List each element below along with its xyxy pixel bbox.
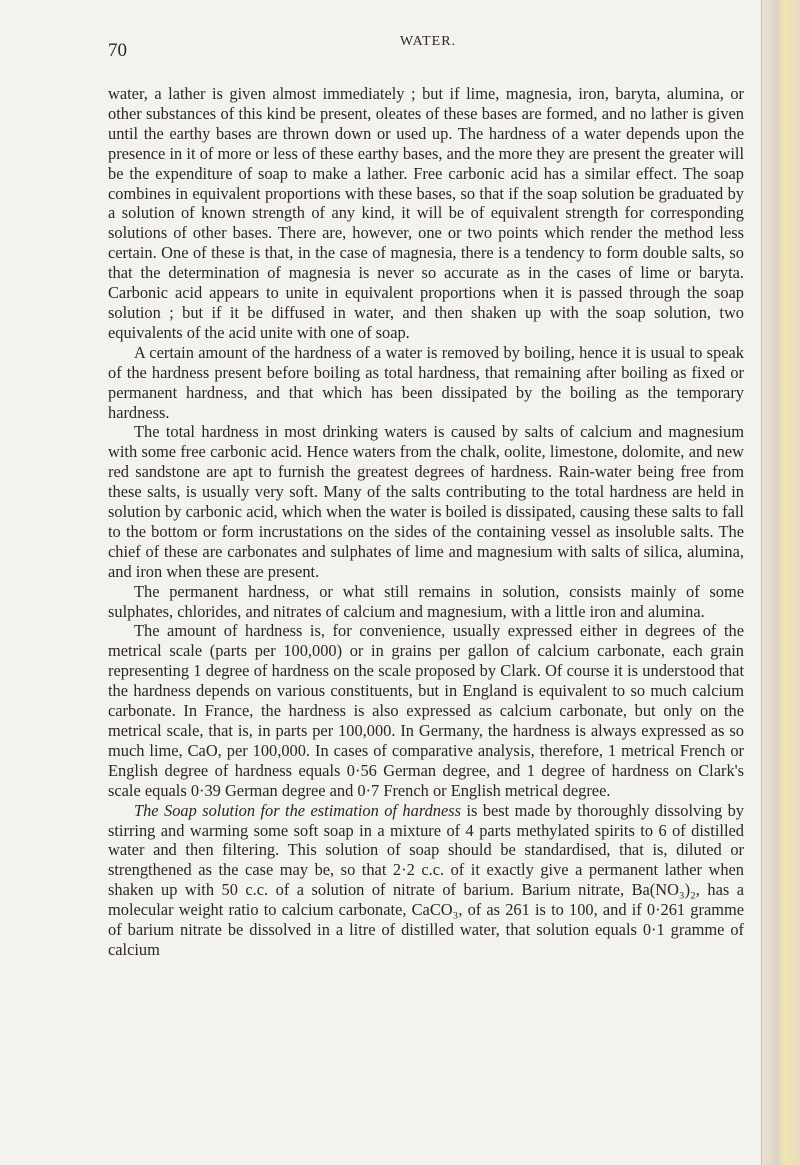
soap-solution-text: is best made by thoroughly dissolving by stirring and warming some soft soap in a mixture of 4 parts methylated spirits to 6 of distilled water and then filtering. This solution of soap should be standardised, that is, diluted or strengthened as the case may be, so that 2·2 c.c. of it exactly give a permanent lather when shaken up with 50 c.c. of a solution of nitrate of barium. Barium nitrate, Ba(NO₃)₂, has a molecular weight ratio to calcium carbonate, CaCO₃, of as 261 is to 100, and if 0·261 gramme of barium nitrate be dissolved in a litre of distilled water, that solution equals 0·1 gramme of calcium bbox=[108, 800, 744, 959]
paragraph-soap-lather: water, a lather is given almost immediately ; but if lime, magnesia, iron, baryta, alumina, or other substances of this kind be present, oleates of these bases are formed, and no lather is given until the earthy bases are thrown down or used up. The hardness of a water depends upon the presence in it of more or less of these earthy bases, and the more they are present the greater will be the expenditure of soap to make a lather. Free carbonic acid has a similar effect. The soap combines in equivalent proportions with these bases, so that if the soap solution be graduated by a solution of known strength of any kind, it will be of equivalent strength for corresponding solutions of other bases. There are, however, one or two points which render the method less certain. One of these is that, in the case of magnesia, there is a tendency to form double salts, so that the determination of magnesia is never so accurate as in the cases of lime or baryta. Carbonic acid appears to unite in equivalent proportions when it is passed through the soap solution ; but if it be diffused in water, and then shaken up with the soap solution, two equivalents of the acid unite with one of soap. bbox=[108, 84, 744, 342]
page-header bbox=[108, 34, 748, 64]
soap-solution-heading: The Soap solution for the estimation of hardness bbox=[134, 800, 462, 820]
paragraph-total-hardness: The total hardness in most drinking waters is caused by salts of calcium and magnesium with some free carbonic acid. Hence waters from the chalk, oolite, limestone, dolomite, and new red sandstone are apt to furnish the greatest degrees of hardness. Rain-water being free from these salts, is usually very soft. Many of the salts contributing to the total hardness are held in solution by carbonic acid, which when the water is boiled is dissipated, causing these salts to fall to the bottom or form incrustations on the sides of the containing vessel as insoluble salts. The chief of these are carbonates and sulphates of lime and magnesium with salts of silica, alumina, and iron when these are present. bbox=[108, 422, 744, 581]
running-title: WATER. bbox=[399, 34, 457, 49]
page-edge-binding bbox=[761, 0, 800, 1165]
page-number: 70 bbox=[108, 40, 127, 61]
paragraph-boiling-hardness: A certain amount of the hardness of a water is removed by boiling, hence it is usual to speak of the hardness present before boiling as total hardness, that remaining after boiling as fixed or permanent hardness, and that which has been dissipated by the boiling as the temporary hardness. bbox=[108, 342, 744, 422]
paragraph-hardness-scales: The amount of hardness is, for convenience, usually expressed either in degrees of the metrical scale (parts per 100,000) or in grains per gallon of calcium carbonate, each grain representing 1 degree of hardness on the scale proposed by Clark. Of course it is understood that the hardness depends on various constituents, but in England is equivalent to so much calcium carbonate. In France, the hardness is also expressed as calcium carbonate, but only on the metrical scale, that is, in parts per 100,000. In Germany, the hardness is always expressed as so much lime, CaO, per 100,000. In cases of comparative analysis, therefore, 1 metrical French or English degree of hardness equals 0·56 German degree, and 1 degree of hardness on Clark's scale equals 0·39 German degree and 0·7 French or English metrical degree. bbox=[108, 621, 744, 800]
paragraph-permanent-hardness: The permanent hardness, or what still remains in solution, consists mainly of some sulphates, chlorides, and nitrates of calcium and magnesium, with a little iron and alumina. bbox=[108, 581, 744, 621]
body-text bbox=[108, 84, 744, 960]
paragraph-soap-solution bbox=[108, 801, 744, 960]
